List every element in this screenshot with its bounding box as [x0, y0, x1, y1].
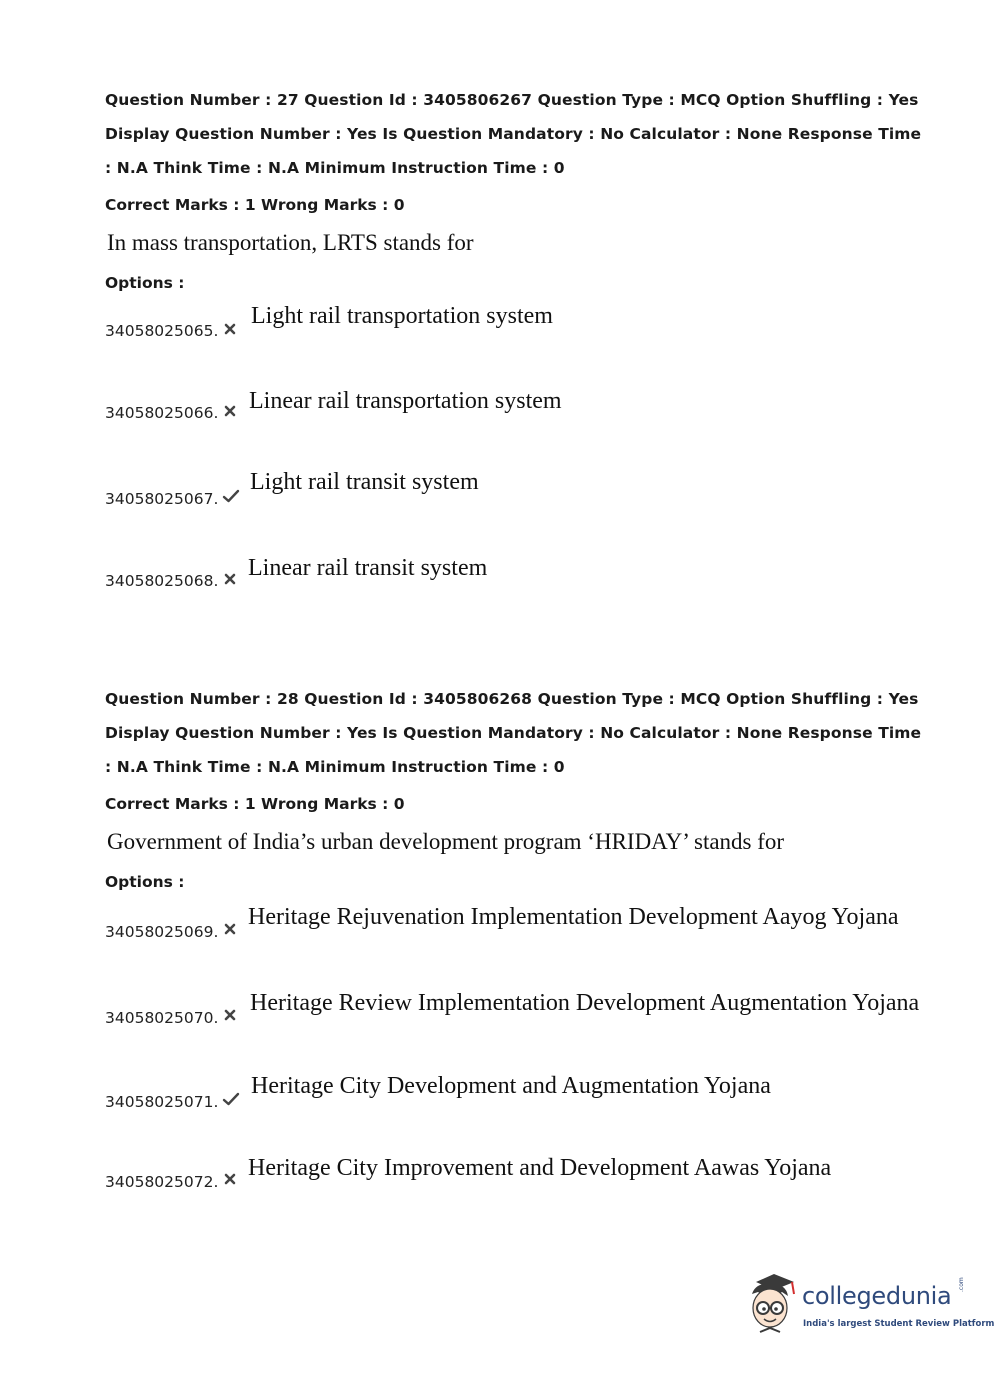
option-text: Light rail transportation system — [251, 303, 553, 329]
question-28-header — [105, 682, 925, 784]
collegedunia-logo[interactable] — [742, 1272, 995, 1342]
cross-icon — [223, 322, 237, 336]
option-id: 34058025072. — [105, 1173, 219, 1191]
option-id: 34058025071. — [105, 1093, 219, 1111]
question-meta-line: Question Number : 27 Question Id : 3405806267 Question Type : MCQ Option Shuffling : Yes — [105, 91, 919, 109]
options-label: Options : — [105, 873, 185, 891]
cross-icon — [223, 404, 237, 418]
option-id: 34058025066. — [105, 404, 219, 422]
logo-suffix: .com — [958, 1277, 965, 1292]
option-id: 34058025067. — [105, 490, 219, 508]
option-text: Linear rail transit system — [248, 555, 488, 581]
option-text: Heritage Review Implementation Development Augmentation Yojana — [250, 990, 920, 1016]
question-meta-line: Display Question Number : Yes Is Question Mandatory : No Calculator : None Response Time — [105, 724, 922, 742]
question-meta-line: : N.A Think Time : N.A Minimum Instruction Time : 0 — [105, 159, 565, 177]
mascot-icon — [742, 1272, 800, 1342]
checkmark-icon — [222, 1092, 240, 1106]
option-text: Heritage City Development and Augmentation Yojana — [251, 1073, 771, 1099]
cross-icon — [223, 1008, 237, 1022]
option-id: 34058025068. — [105, 572, 219, 590]
question-meta-line: Display Question Number : Yes Is Question Mandatory : No Calculator : None Response Time — [105, 125, 922, 143]
cross-icon — [223, 572, 237, 586]
option-id: 34058025065. — [105, 322, 219, 340]
question-text: In mass transportation, LRTS stands for — [107, 230, 474, 255]
option-text: Light rail transit system — [250, 469, 479, 495]
cross-icon — [223, 1172, 237, 1186]
question-27-header — [105, 83, 925, 185]
option-text: Heritage City Improvement and Development Aawas Yojana — [248, 1155, 832, 1181]
question-meta-line: Question Number : 28 Question Id : 3405806268 Question Type : MCQ Option Shuffling : Yes — [105, 690, 919, 708]
option-text: Heritage Rejuvenation Implementation Development Aayog Yojana — [248, 904, 899, 930]
option-text: Linear rail transportation system — [249, 388, 562, 414]
question-marks: Correct Marks : 1 Wrong Marks : 0 — [105, 795, 405, 813]
option-id: 34058025069. — [105, 923, 219, 941]
cross-icon — [223, 922, 237, 936]
options-label: Options : — [105, 274, 185, 292]
logo-wordmark: collegedunia — [802, 1282, 952, 1310]
question-text: Government of India’s urban development program ‘HRIDAY’ stands for — [107, 829, 785, 854]
checkmark-icon — [222, 489, 240, 503]
question-marks: Correct Marks : 1 Wrong Marks : 0 — [105, 196, 405, 214]
option-id: 34058025070. — [105, 1009, 219, 1027]
logo-tagline: India's largest Student Review Platform — [803, 1319, 995, 1329]
question-meta-line: : N.A Think Time : N.A Minimum Instruction Time : 0 — [105, 758, 565, 776]
